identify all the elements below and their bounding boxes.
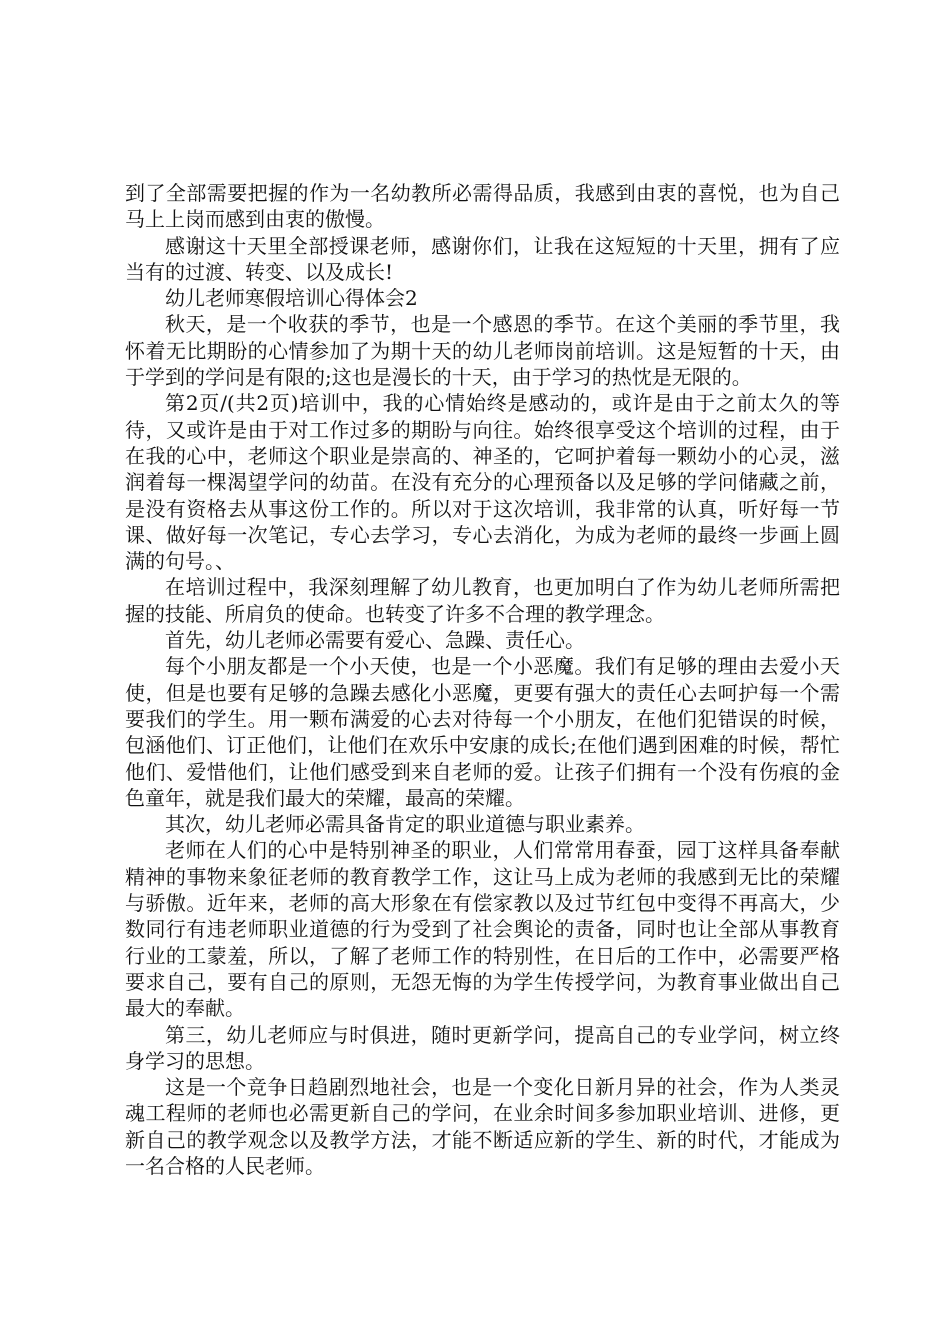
paragraph-third-point: 第三，幼儿老师应与时俱进，随时更新学问，提高自己的专业学问，树立终身学习的思想。 bbox=[125, 1022, 840, 1073]
paragraph-ethics: 老师在人们的心中是特别神圣的职业，人们常常用春蚕，园丁这样具备奉献精神的事物来象征老师的教育教学工作，这让马上成为老师的我感到无比的荣耀与骄傲。近年来，老师的高大形象在有偿家教以及过节红包中变得不再高大，少数同行有违老师职业道德的行为受到了社会舆论的责备，同时也让全部从事教育行业的工蒙羞，所以，了解了老师工作的特别性，在日后的工作中，必需要严格要求自己，要有自己的原则，无怨无悔的为学生传授学问，为教育事业做出自己最大的奉献。 bbox=[125, 838, 840, 1021]
paragraph-autumn: 秋天，是一个收获的季节，也是一个感恩的季节。在这个美丽的季节里，我怀着无比期盼的心情参加了为期十天的幼儿老师岗前培训。这是短暂的十天，由于学到的学问是有限的;这也是漫长的十天，由于学习的热忱是无限的。 bbox=[125, 312, 840, 390]
document-body bbox=[125, 180, 840, 1179]
paragraph-process: 在培训过程中，我深刻理解了幼儿教育，也更加明白了作为幼儿老师所需把握的技能、所肩负的使命。也转变了许多不合理的教学理念。 bbox=[125, 575, 840, 626]
section-heading: 幼儿老师寒假培训心得体会2 bbox=[165, 286, 418, 311]
paragraph-continuation: 到了全部需要把握的作为一名幼教所必需得品质，我感到由衷的喜悦，也为自己马上上岗而感到由衷的傲慢。 bbox=[125, 181, 840, 232]
paragraph-thanks: 感谢这十天里全部授课老师，感谢你们，让我在这短短的十天里，拥有了应当有的过渡、转变、以及成长! bbox=[125, 233, 840, 284]
paragraph-training: 第2页/(共2页)培训中，我的心情始终是感动的，或许是由于之前太久的等待，又或许是由于对工作过多的期盼与向往。始终很享受这个培训的过程，由于在我的心中，老师这个职业是崇高的、神圣的，它呵护着每一颗幼小的心灵，滋润着每一棵渴望学问的幼苗。在没有充分的心理预备以及足够的学问储藏之前，是没有资格去从事这份工作的。所以对于这次培训，我非常的认真，听好每一节课、做好每一次笔记，专心去学习，专心去消化，为成为老师的最终一步画上圆满的句号。、 bbox=[125, 391, 840, 574]
paragraph-learning: 这是一个竞争日趋剧烈地社会，也是一个变化日新月异的社会，作为人类灵魂工程师的老师也必需更新自己的学问，在业余时间多参加职业培训、进修，更新自己的教学观念以及教学方法，才能不断适应新的学生、新的时代，才能成为一名合格的人民老师。 bbox=[125, 1075, 840, 1178]
paragraph-first-point: 首先，幼儿老师必需要有爱心、急躁、责任心。 bbox=[165, 628, 585, 653]
paragraph-children: 每个小朋友都是一个小天使，也是一个小恶魔。我们有足够的理由去爱小天使，但是也要有足够的急躁去感化小恶魔，更要有强大的责任心去呵护每一个需要我们的学生。用一颗布满爱的心去对待每一个小朋友，在他们犯错误的时候，包涵他们、订正他们，让他们在欢乐中安康的成长;在他们遇到困难的时候，帮忙他们、爱惜他们，让他们感受到来自老师的爱。让孩子们拥有一个没有伤痕的金色童年，就是我们最大的荣耀，最高的荣耀。 bbox=[125, 654, 840, 810]
paragraph-second-point: 其次，幼儿老师必需具备肯定的职业道德与职业素养。 bbox=[165, 812, 645, 837]
